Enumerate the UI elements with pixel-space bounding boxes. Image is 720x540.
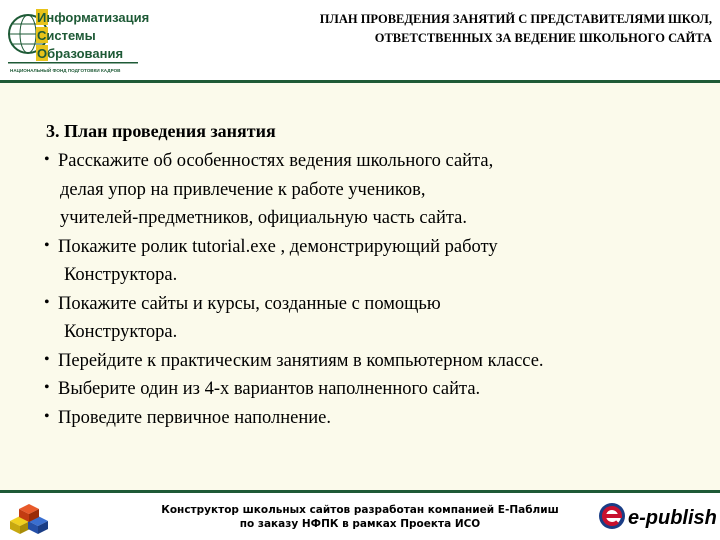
bullet-icon: • <box>44 350 50 368</box>
logo-line1: Информатизация <box>37 10 150 25</box>
item-line: Проведите первичное наполнение. <box>58 407 331 428</box>
item-line: Перейдите к практическим занятиям в компьютерном классе. <box>58 350 544 371</box>
page-title-line1: ПЛАН ПРОВЕДЕНИЯ ЗАНЯТИЙ С ПРЕДСТАВИТЕЛЯМИ ШКОЛ, <box>319 12 712 26</box>
bullet-icon: • <box>44 151 50 168</box>
footer-line2: по заказу НФПК в рамках Проекта ИСО <box>239 518 481 530</box>
iso-logo <box>8 6 150 76</box>
page-title-line2: ОТВЕТСТВЕННЫХ ЗА ВЕДЕНИЕ ШКОЛЬНОГО САЙТА <box>374 31 712 45</box>
section-heading: 3. План проведения занятия <box>46 121 276 141</box>
footer-line1: Конструктор школьных сайтов разработан компанией Е-Паблиш <box>161 504 559 516</box>
list-item <box>44 347 714 376</box>
footer-credits <box>100 503 620 531</box>
epublish-wordmark: e-publish <box>628 507 717 529</box>
item-line: Конструктора. <box>64 265 178 285</box>
item-line: Покажите ролик tutorial.exe , демонстрирующий работу <box>58 236 498 257</box>
list-item <box>44 290 714 347</box>
plan-list <box>44 147 714 432</box>
item-line: Конструктора. <box>64 322 178 342</box>
footer <box>0 493 720 540</box>
item-line: Покажите сайты и курсы, созданные с помощью <box>58 293 441 314</box>
bullet-icon: • <box>44 236 50 254</box>
cubes-logo-icon <box>8 499 52 535</box>
list-item <box>44 404 714 433</box>
header <box>0 0 720 80</box>
bullet-icon: • <box>44 293 50 311</box>
list-item <box>44 147 714 233</box>
logo-tagline: НАЦИОНАЛЬНЫЙ ФОНД ПОДГОТОВКИ КАДРОВ <box>10 68 121 73</box>
list-item <box>44 375 714 404</box>
list-item <box>44 233 714 290</box>
slide-content <box>0 83 720 490</box>
item-line: учителей-предметников, официальную часть сайта. <box>60 208 468 228</box>
logo-line2: Системы <box>37 28 96 43</box>
item-line: Расскажите об особенностях ведения школьного сайта, <box>58 151 494 171</box>
item-line: Выберите один из 4-х вариантов наполненного сайта. <box>58 379 481 399</box>
item-line: делая упор на привлечение к работе учеников, <box>60 179 426 200</box>
logo-line3: Образования <box>37 46 124 61</box>
bullet-icon: • <box>44 407 50 425</box>
page-title <box>192 10 712 48</box>
bullet-icon: • <box>44 379 50 396</box>
epublish-logo <box>598 496 716 536</box>
